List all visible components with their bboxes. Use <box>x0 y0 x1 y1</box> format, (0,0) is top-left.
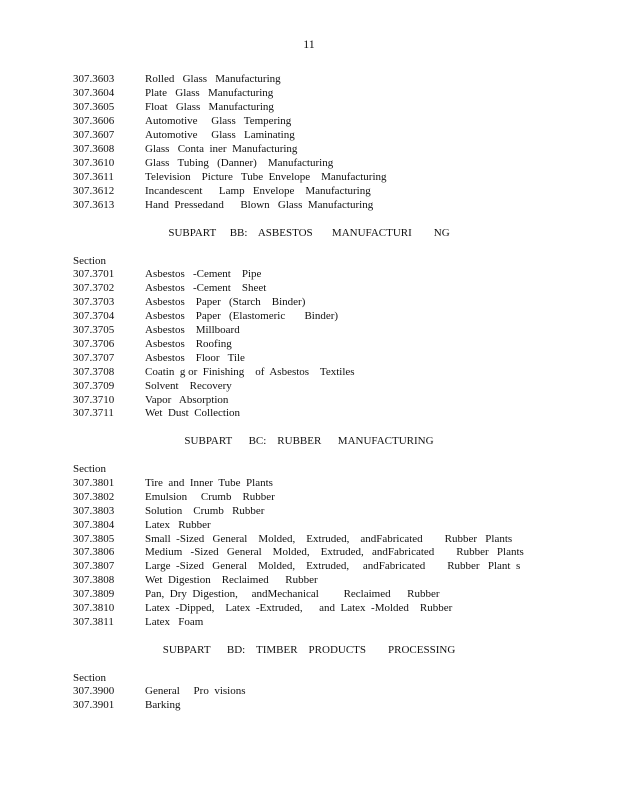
list-item <box>73 588 440 601</box>
section-number: 307.3610 <box>73 157 115 169</box>
list-item <box>73 560 520 573</box>
section-title: Wet Dust Collection <box>145 407 241 419</box>
list-item <box>73 157 333 170</box>
section-number: 307.3901 <box>73 699 115 711</box>
section-title: General Pro visions <box>145 685 246 697</box>
list-item <box>73 477 273 490</box>
section-number: 307.3702 <box>73 282 115 294</box>
section-number: 307.3803 <box>73 505 115 517</box>
section-number: 307.3705 <box>73 324 115 336</box>
section-number: 307.3701 <box>73 268 115 280</box>
list-item <box>73 685 246 698</box>
list-item <box>73 519 211 532</box>
section-number: 307.3608 <box>73 143 115 155</box>
section-title: Float Glass Manufacturing <box>145 101 274 113</box>
section-number: 307.3809 <box>73 588 115 600</box>
section-number: 307.3605 <box>73 101 115 113</box>
section-number: 307.3607 <box>73 129 115 141</box>
list-item <box>73 366 355 379</box>
list-item <box>73 338 232 351</box>
section-title: Emulsion Crumb Rubber <box>145 491 275 503</box>
list-item <box>73 185 371 198</box>
list-item <box>73 574 318 587</box>
list-item <box>73 407 240 420</box>
section-number: 307.3708 <box>73 366 115 378</box>
section-number: 307.3801 <box>73 477 115 489</box>
list-item <box>73 101 274 114</box>
section-title: Asbestos Paper (Elastomeric Binder) <box>145 310 339 322</box>
list-item <box>73 602 452 615</box>
list-item <box>73 171 387 184</box>
section-title: Latex Rubber <box>145 519 211 531</box>
section-title: Solvent Recovery <box>145 380 232 392</box>
list-item <box>73 491 275 504</box>
section-title: Coatin g or Finishing of Asbestos Textiles <box>145 366 355 378</box>
list-item <box>73 324 240 337</box>
list-item <box>73 129 295 142</box>
section-label: Section <box>73 672 106 684</box>
section-title: Television Picture Tube Envelope Manufacturing <box>145 171 387 183</box>
section-number: 307.3806 <box>73 546 115 558</box>
section-number: 307.3707 <box>73 352 115 364</box>
section-title: Asbestos -Cement Pipe <box>145 268 262 280</box>
section-label: Section <box>73 463 106 475</box>
list-item <box>73 199 373 212</box>
section-number: 307.3613 <box>73 199 115 211</box>
list-item <box>73 394 228 407</box>
section-title: Latex Foam <box>145 616 204 628</box>
list-item <box>73 143 297 156</box>
section-title: Tire and Inner Tube Plants <box>145 477 273 489</box>
section-number: 307.3711 <box>73 407 114 419</box>
section-number: 307.3603 <box>73 73 115 85</box>
section-title: Asbestos Roofing <box>145 338 232 350</box>
subpart-bd-heading: SUBPART BD: TIMBER PRODUCTS PROCESSING <box>162 644 456 656</box>
list-item <box>73 73 281 86</box>
list-item <box>73 533 512 546</box>
section-title: Automotive Glass Tempering <box>145 115 292 127</box>
section-title: Glass Tubing (Danner) Manufacturing <box>145 157 334 169</box>
section-title: Medium -Sized General Molded, Extruded, andFabricated Rubber Plants <box>145 546 524 558</box>
section-title: Wet Digestion Reclaimed Rubber <box>145 574 318 586</box>
subpart-bb-heading: SUBPART BB: ASBESTOS MANUFACTURI NG <box>168 227 450 239</box>
section-number: 307.3604 <box>73 87 115 99</box>
page-number: 11 <box>303 37 315 51</box>
section-number: 307.3805 <box>73 533 115 545</box>
section-title: Asbestos Floor Tile <box>145 352 245 364</box>
section-number: 307.3606 <box>73 115 115 127</box>
list-item <box>73 87 273 100</box>
section-number: 307.3900 <box>73 685 115 697</box>
list-item <box>73 268 261 281</box>
section-title: Incandescent Lamp Envelope Manufacturing <box>145 185 371 197</box>
list-item <box>73 282 266 295</box>
section-title: Solution Crumb Rubber <box>145 505 265 517</box>
list-item <box>73 699 180 712</box>
list-item <box>73 546 524 559</box>
list-item <box>73 115 291 128</box>
section-number: 307.3710 <box>73 394 115 406</box>
section-title: Barking <box>145 699 181 711</box>
section-number: 307.3611 <box>73 171 114 183</box>
section-number: 307.3802 <box>73 491 115 503</box>
list-item <box>73 616 203 629</box>
section-number: 307.3811 <box>73 616 114 628</box>
section-title: Glass Conta iner Manufacturing <box>145 143 298 155</box>
section-number: 307.3807 <box>73 560 115 572</box>
section-title: Asbestos Millboard <box>145 324 240 336</box>
section-title: Vapor Absorption <box>145 394 229 406</box>
list-item <box>73 296 305 309</box>
list-item <box>73 505 264 518</box>
section-title: Pan, Dry Digestion, andMechanical Reclaimed Rubber <box>145 588 440 600</box>
section-number: 307.3706 <box>73 338 115 350</box>
section-number: 307.3709 <box>73 380 115 392</box>
section-number: 307.3804 <box>73 519 115 531</box>
section-title: Latex -Dipped, Latex -Extruded, and Latex -Molded Rubber <box>145 602 453 614</box>
section-title: Hand Pressedand Blown Glass Manufacturing <box>145 199 374 211</box>
section-number: 307.3810 <box>73 602 115 614</box>
section-number: 307.3703 <box>73 296 115 308</box>
section-title: Large -Sized General Molded, Extruded, andFabricated Rubber Plant s <box>145 560 521 572</box>
subpart-bc-heading: SUBPART BC: RUBBER MANUFACTURING <box>184 435 434 447</box>
section-label: Section <box>73 255 106 267</box>
section-title: Automotive Glass Laminating <box>145 129 295 141</box>
section-number: 307.3704 <box>73 310 115 322</box>
section-title: Plate Glass Manufacturing <box>145 87 274 99</box>
list-item <box>73 380 232 393</box>
section-number: 307.3612 <box>73 185 115 197</box>
section-title: Rolled Glass Manufacturing <box>145 73 281 85</box>
section-title: Small -Sized General Molded, Extruded, andFabricated Rubber Plants <box>145 533 513 545</box>
section-number: 307.3808 <box>73 574 115 586</box>
section-title: Asbestos Paper (Starch Binder) <box>145 296 306 308</box>
list-item <box>73 352 245 365</box>
list-item <box>73 310 338 323</box>
section-title: Asbestos -Cement Sheet <box>145 282 267 294</box>
